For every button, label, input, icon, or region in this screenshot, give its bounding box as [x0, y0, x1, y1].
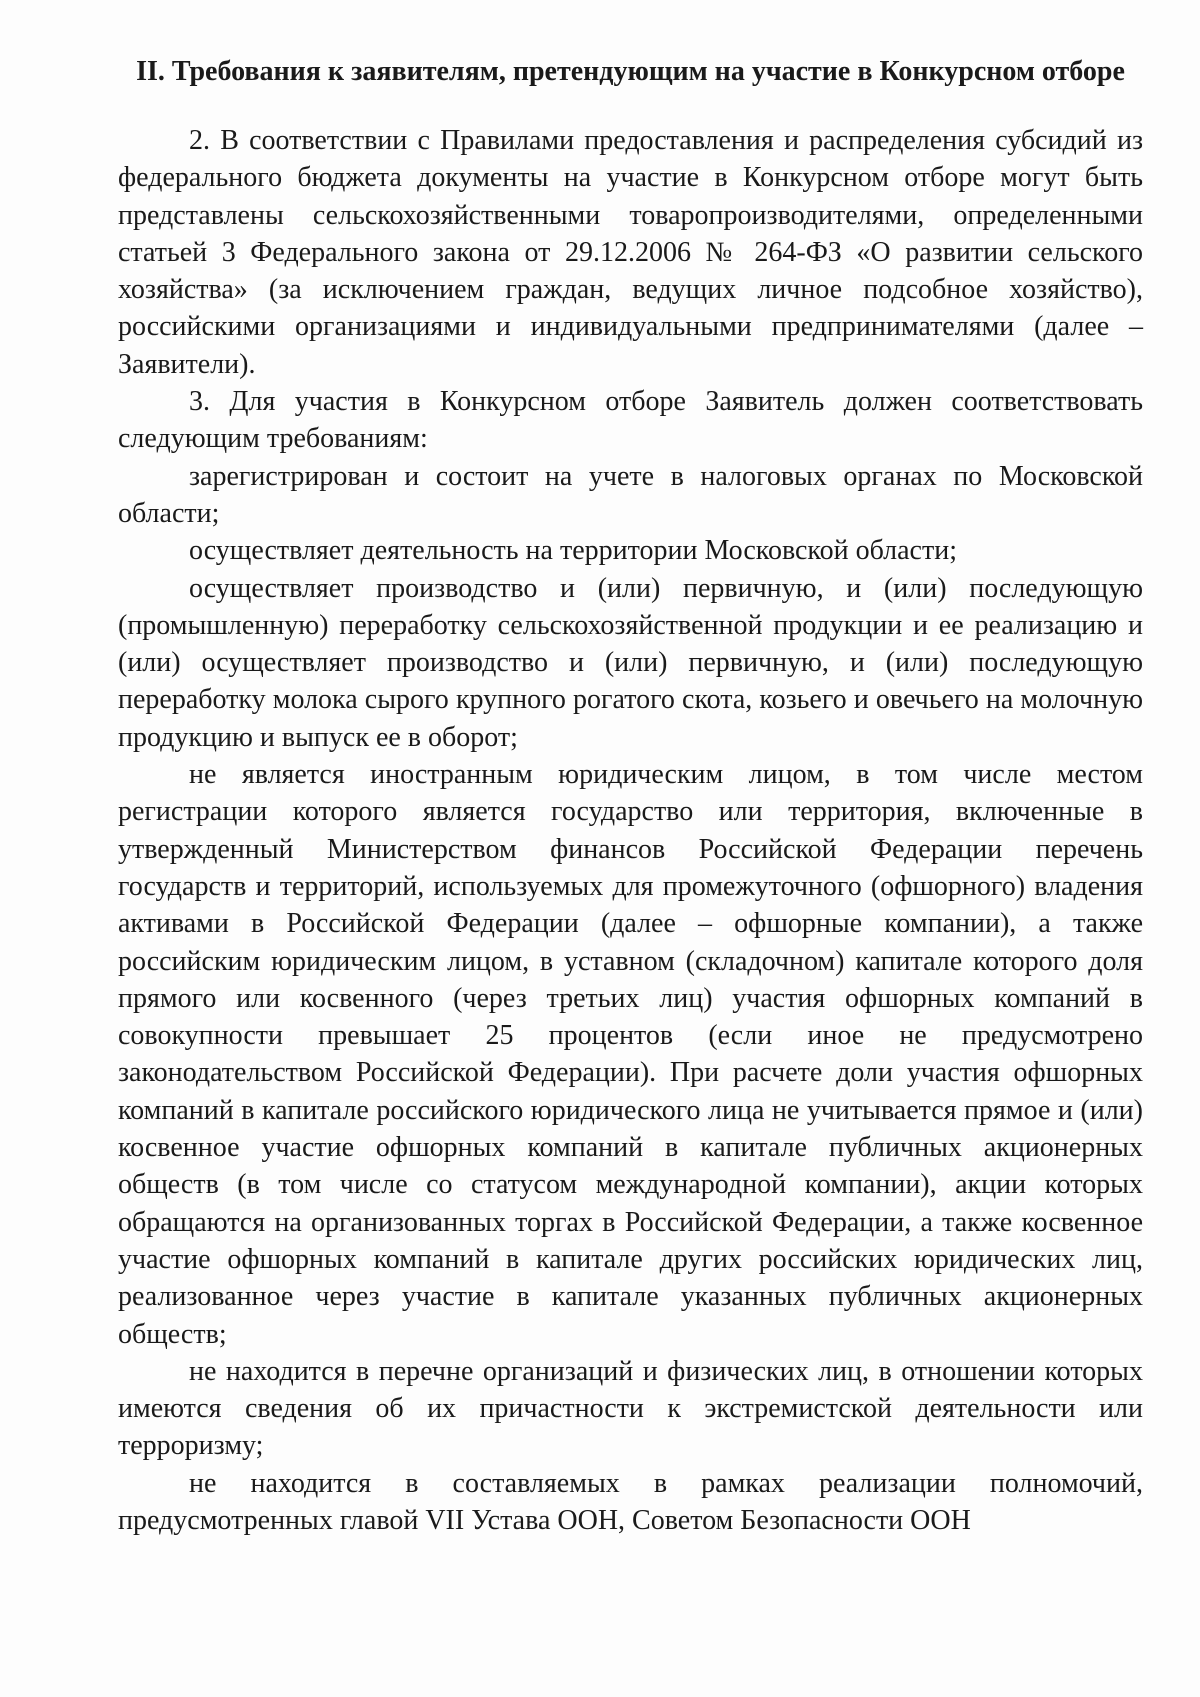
document-body — [118, 52, 1143, 1539]
requirement-not-extremist-list: не находится в перечне организаций и физических лиц, в отношении которых имеются сведения об их причастности к экстремистской деятельности или терроризму; — [118, 1355, 1143, 1462]
requirement-not-un-sanctions-list: не находится в составляемых в рамках реализации полномочий, предусмотренных главой VII Устава ООН, Советом Безопасности ООН — [118, 1467, 1143, 1536]
requirement-production-processing: осуществляет производство и (или) первичную, и (или) последующую (промышленную) переработку сельскохозяйственной продукции и ее реализацию и (или) осуществляет производство и (или) первичную, и (или) последующую переработку молока сырого крупного рогатого скота, козьего и овечьего на молочную продукцию и выпуск ее в оборот; — [118, 572, 1143, 753]
requirement-not-offshore: не является иностранным юридическим лицом, в том числе местом регистрации которого является государство или территория, включенные в утвержденный Министерством финансов Российской Федерации перечень государств и территорий, используемых для промежуточного (офшорного) владения активами в Российской Федерации (далее – офшорные компании), а также российским юридическим лицом, в уставном (складочном) капитале которого доля прямого или косвенного (через третьих лиц) участия офшорных компаний в совокупности превышает 25 процентов (если иное не предусмотрено законодательством Российской Федерации). При расчете доли участия офшорных компаний в капитале российского юридического лица не учитывается прямое и (или) косвенное участие офшорных компаний в капитале публичных акционерных обществ (в том числе со статусом международной компании), акции которых обращаются на организованных торгах в Российской Федерации, а также косвенное участие офшорных компаний в капитале других российских юридических лиц, реализованное через участие в капитале указанных публичных акционерных обществ; — [118, 759, 1143, 1350]
requirement-tax-registration: зарегистрирован и состоит на учете в налоговых органах по Московской области; — [118, 460, 1143, 529]
section-heading: II. Требования к заявителям, претендующим на участие в Конкурсном отборе — [136, 56, 1125, 87]
paragraph-2-eligible-applicants: 2. В соответствии с Правилами предоставления и распределения субсидий из федерального бюджета документы на участие в Конкурсном отборе могут быть представлены сельскохозяйственными товаропроизводителями, определенными статьей 3 Федерального закона от 29.12.2006 № 264-ФЗ «О развитии сельского хозяйства» (за исключением граждан, ведущих личное подсобное хозяйство), российскими организациями и индивидуальными предпринимателями (далее – Заявители). — [118, 125, 1143, 380]
paragraph-3-requirements-intro: 3. Для участия в Конкурсном отборе Заявитель должен соответствовать следующим требованиям: — [118, 386, 1143, 455]
requirement-activity-territory: осуществляет деятельность на территории Московской области; — [189, 535, 957, 567]
